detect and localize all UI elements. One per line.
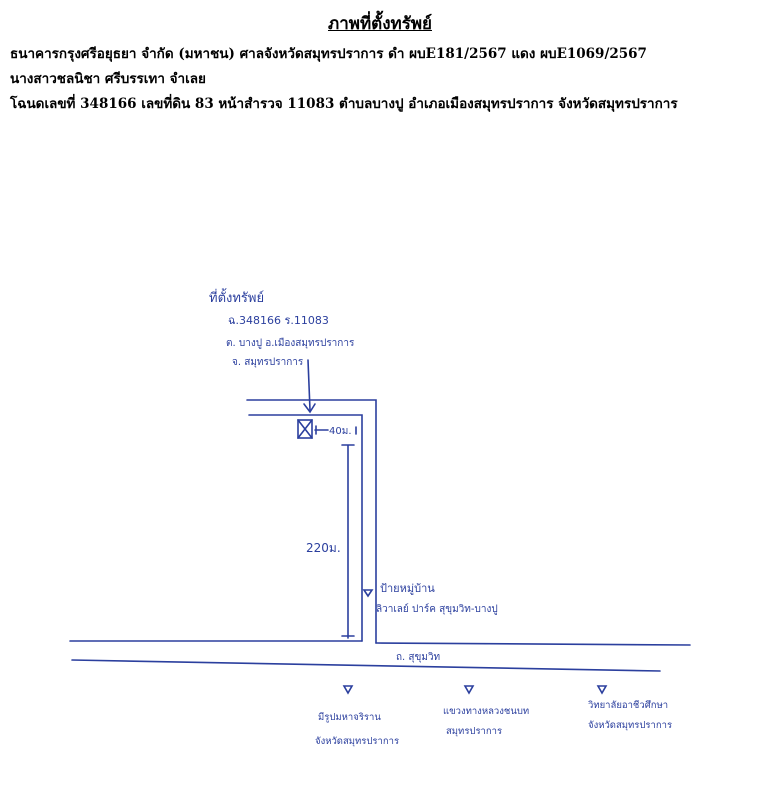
landmark1-marker-icon	[344, 686, 352, 693]
province-label: จ. สมุทรปราการ	[232, 357, 304, 368]
village-sign-label-line1: ป้ายหมู่บ้าน	[380, 582, 435, 595]
defendant-line: นางสาวชลนิชา ศรีบรรเทา จำเลย	[10, 71, 206, 87]
distance-220m-label: 220ม.	[306, 541, 341, 555]
landmark1-line1: มีรูปมหาจริราน	[318, 712, 381, 723]
case-info-line: ธนาคารกรุงศรีอยุธยา จำกัด (มหาชน) ศาลจังหวัดสมุทรปราการ ดำ ผบE181/2567 แดง ผบE1069/2567	[10, 46, 647, 62]
distance-40m-label: 40ม.	[329, 426, 352, 437]
main-road-top-edge-right	[376, 643, 690, 645]
sign-marker-icon	[364, 590, 372, 596]
page-title: ภาพที่ตั้งทรัพย์	[327, 14, 432, 34]
landmark3-marker-icon	[598, 686, 606, 693]
landmark2-line2: สมุทรปราการ	[446, 726, 503, 737]
district-label: ต. บางปู อ.เมืองสมุทรปราการ	[226, 338, 355, 349]
main-road-bottom-edge	[72, 660, 660, 671]
deed-info-line: โฉนดเลขที่ 348166 เลขที่ดิน 83 หน้าสำรวจ 11083 ตำบลบางปู อำเภอเมืองสมุทรปราการ จังหวัดสมุทรปราการ	[10, 96, 678, 112]
landmark3-line1: วิทยาลัยอาชีวศึกษา	[588, 700, 669, 711]
landmark2-marker-icon	[465, 686, 473, 693]
deed-number-label: ฉ.348166 ร.11083	[228, 314, 329, 327]
landmark1-line2: จังหวัดสมุทรปราการ	[315, 736, 400, 747]
dimension-220m	[342, 445, 354, 638]
soi-left-edge	[249, 415, 362, 641]
pointer-line	[308, 360, 310, 410]
location-heading: ที่ตั้งทรัพย์	[209, 291, 265, 306]
village-sign-label-line2: ลิวาเลย์ ปาร์ค สุขุมวิท-บางปู	[376, 604, 498, 615]
landmark3-line2: จังหวัดสมุทรปราการ	[588, 720, 673, 731]
road-label: ถ. สุขุมวิท	[396, 652, 441, 663]
landmark2-line1: แขวงทางหลวงชนบท	[443, 706, 530, 717]
